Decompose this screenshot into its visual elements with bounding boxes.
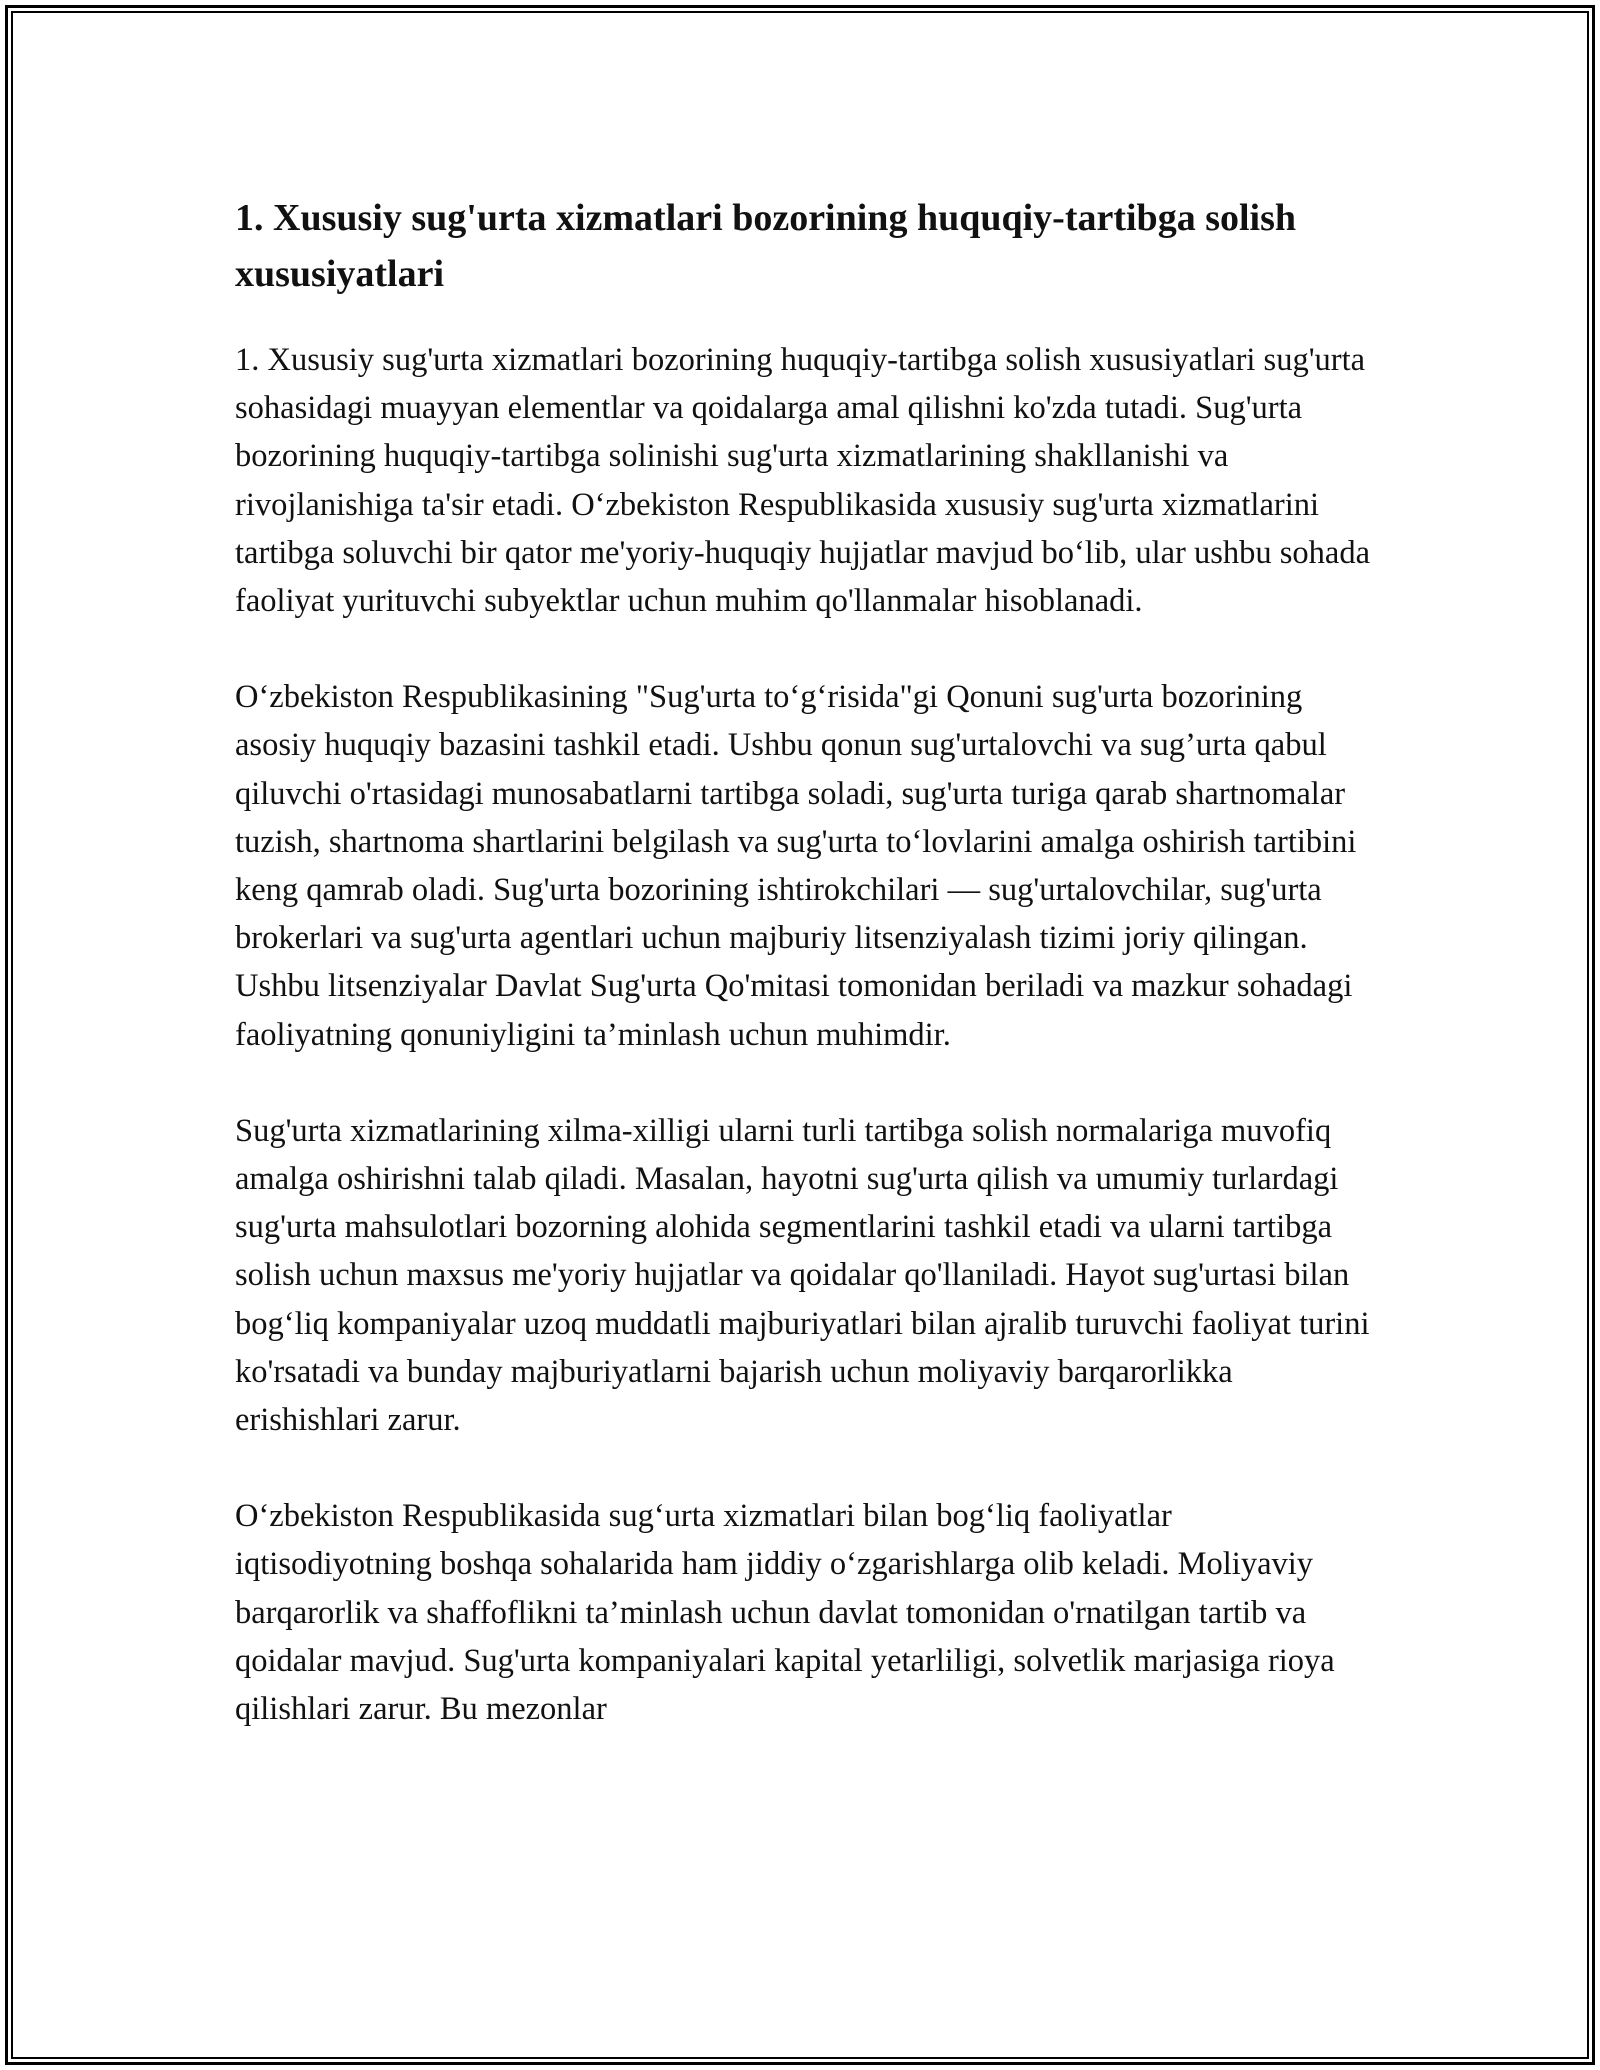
paragraph-2: O‘zbekiston Respublikasining "Sug'urta to‘g‘risida"gi Qonuni sug'urta bozorining asosiy huquqiy bazasini tashkil etadi. Ushbu qonun sug'urtalovchi va sug’urta qabul qiluvchi o'rtasidagi munosabatlarni tartibga soladi, sug'urta turiga qarab shartnomalar tuzish, shartnoma shartlarini belgilash va sug'urta to‘lovlarini amalga oshirish tartibini keng qamrab oladi. Sug'urta bozorining ishtirokchilari — sug'urtalovchilar, sug'urta brokerlari va sug'urta agentlari uchun majburiy litsenziyalash tizimi joriy qilingan. Ushbu litsenziyalar Davlat Sug'urta Qo'mitasi tomonidan beriladi va mazkur sohadagi faoliyatning qonuniyligini ta’minlash uchun muhimdir. — [235, 679, 1357, 1053]
paragraph-3: Sug'urta xizmatlarining xilma-xilligi ularni turli tartibga solish normalariga muvofiq amalga oshirishni talab qiladi. Masalan, hayotni sug'urta qilish va umumiy turlardagi sug'urta mahsulotlari bozorning alohida segmentlarini tashkil etadi va ularni tartibga solish uchun maxsus me'yoriy hujjatlar va qoidalar qo'llaniladi. Hayot sug'urtasi bilan bog‘liq kompaniyalar uzoq muddatli majburiyatlari bilan ajralib turuvchi faoliyat turini ko'rsatadi va bunday majburiyatlarni bajarish uchun moliyaviy barqarorlikka erishishlari zarur. — [235, 1112, 1370, 1439]
document-body — [235, 190, 1375, 1781]
document-title: 1. Xususiy sug'urta xizmatlari bozorining huquqiy-tartibga solish xususiyatlari — [235, 197, 1297, 295]
paragraph-4: O‘zbekiston Respublikasida sug‘urta xizmatlari bilan bog‘liq faoliyatlar iqtisodiyotning boshqa sohalarida ham jiddiy o‘zgarishlarga olib keladi. Moliyaviy barqarorlik va shaffoflikni ta’minlash uchun davlat tomonidan o'rnatilgan tartib va qoidalar mavjud. Sug'urta kompaniyalari kapital yetarliligi, solvetlik marjasiga rioya qilishlari zarur. Bu mezonlar — [235, 1498, 1335, 1728]
paragraph-1: 1. Xususiy sug'urta xizmatlari bozorining huquqiy-tartibga solish xususiyatlari sug'urta sohasidagi muayyan elementlar va qoidalarga amal qilishni ko'zda tutadi. Sug'urta bozorining huquqiy-tartibga solinishi sug'urta xizmatlarining shakllanishi va rivojlanishiga ta'sir etadi. O‘zbekiston Respublikasida xususiy sug'urta xizmatlarini tartibga soluvchi bir qator me'yoriy-huquqiy hujjatlar mavjud bo‘lib, ular ushbu sohada faoliyat yurituvchi subyektlar uchun muhim qo'llanmalar hisoblanadi. — [235, 342, 1370, 620]
